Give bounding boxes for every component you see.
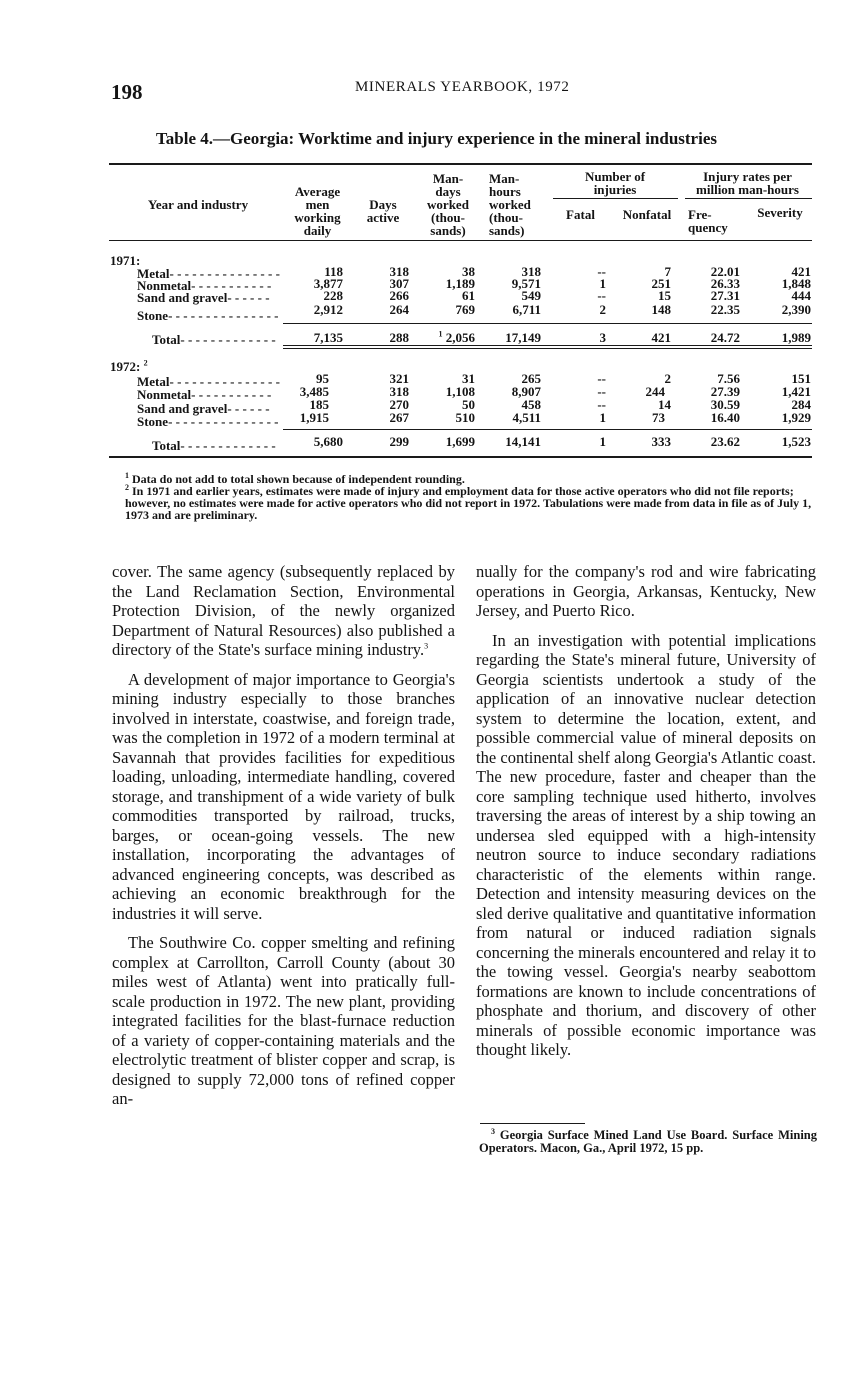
cell-avg-men: 118 bbox=[324, 264, 343, 279]
col-header-frequency: Fre- quency bbox=[688, 207, 728, 235]
cell-nonfatal: 244 bbox=[645, 384, 665, 399]
table-row: Stone- - - - - - - - - - - - - - - bbox=[137, 308, 279, 323]
cell-severity: 444 bbox=[791, 288, 811, 303]
cell-frequency: 27.31 bbox=[710, 288, 740, 303]
cell-nonfatal: 2 bbox=[664, 371, 671, 386]
cell-severity: 284 bbox=[791, 397, 811, 412]
cell-days: 288 bbox=[389, 330, 409, 345]
col-header-man-days: Man- days worked (thou- sands) bbox=[427, 171, 469, 238]
cell-avg-men: 3,877 bbox=[313, 276, 343, 291]
cell-frequency: 22.01 bbox=[710, 264, 740, 279]
cell-nonfatal: 14 bbox=[658, 397, 671, 412]
cell-fatal: -- bbox=[597, 371, 606, 386]
col-header-injury-rates: Injury rates per million man-hours bbox=[696, 169, 799, 197]
cell-man-days: 61 bbox=[462, 288, 475, 303]
cell-frequency: 7.56 bbox=[717, 371, 740, 386]
table-bottom-rule bbox=[109, 456, 812, 458]
cell-man-days: $^1$ 2,056 bbox=[438, 329, 475, 345]
cell-severity: 151 bbox=[791, 371, 811, 386]
cell-fatal: -- bbox=[597, 288, 606, 303]
cell-nonfatal: 251 bbox=[651, 276, 671, 291]
cell-man-days: 510 bbox=[455, 410, 475, 425]
paragraph: The Southwire Co. copper smelting and refining complex at Carrollton, Carroll County (about 30 miles west of Atlanta) went into pratically full-scale production in 1972. The new plant, providing integrated facilities for the blast-furnace reduction of a variety of copper-containing materials and the electrolytic treatment of blister copper and scrap, is designed to supply 72,000 tons of refined copper an- bbox=[112, 933, 455, 1108]
col-header-severity: Severity bbox=[757, 205, 803, 220]
cell-avg-men: 228 bbox=[323, 288, 343, 303]
table-row: Sand and gravel- - - - - - bbox=[137, 290, 270, 305]
cell-severity: 2,390 bbox=[781, 302, 811, 317]
cell-man-days: 31 bbox=[462, 371, 475, 386]
col-header-number-of-injuries: Number of injuries bbox=[584, 169, 646, 197]
cell-days: 307 bbox=[389, 276, 409, 291]
paragraph: In an investigation with potential implications regarding the State's mineral future, University of Georgia scientists undertook a study of the application of an innovative nuclear detection system to determine the location, extent, and possible commercial value of mineral deposits on the continental shelf along Georgia's Atlantic coast. The new procedure, faster and cheaper than the core sampling technique used hitherto, involves traversing the areas of interest by a ship towing an undersea sled equipped with a high-intensity neutron source to induce secondary radiations characteristic of the elements within range. Detection and intensity measuring devices on the sled derive qualitative and quantitative information from natural or induced radiation signals concerning the minerals encountered and relay it to the towing vessel. Georgia's nearby seabottom formations are known to include concentrations of phosphate and thorium, and discovery of other minerals of possible economic importance was thought likely. bbox=[476, 630, 816, 1059]
cell-fatal: 3 bbox=[599, 330, 606, 345]
running-title: MINERALS YEARBOOK, 1972 bbox=[355, 79, 570, 95]
paragraph: A development of major importance to Georgia's mining industry especially to those branches involved in interstate, coastwise, and foreign trade, was the completion in 1972 of a modern terminal at Savannah that provides facilities for expeditious loading, unloading, intermediate handling, covered storage, and transhipment of a wide variety of bulk commodities transported by railroad, trucks, barges, or ocean-going vessels. The new installation, incorporating the advantages of advanced engineering concepts, was described as achieving an economic breakthrough for the industries it will serve. bbox=[112, 669, 455, 923]
body-left-column bbox=[112, 562, 455, 1119]
cell-man-hours: 8,907 bbox=[511, 384, 541, 399]
cell-severity: 1,523 bbox=[781, 434, 811, 449]
cell-avg-men: 2,912 bbox=[313, 302, 343, 317]
cell-man-days: 769 bbox=[455, 302, 475, 317]
table-row: Sand and gravel- - - - - - bbox=[137, 401, 270, 416]
cell-man-days: 50 bbox=[462, 397, 475, 412]
cell-man-hours: 458 bbox=[521, 397, 541, 412]
cell-days: 321 bbox=[389, 371, 409, 386]
cell-nonfatal: 73 bbox=[652, 410, 665, 425]
cell-avg-men: 95 bbox=[316, 371, 329, 386]
table-footnotes bbox=[111, 473, 821, 521]
total-1971-bottom-rule-2 bbox=[283, 348, 812, 349]
cell-man-hours: 549 bbox=[521, 288, 541, 303]
cell-avg-men: 5,680 bbox=[313, 434, 343, 449]
cell-days: 266 bbox=[389, 288, 409, 303]
col-header-year-industry: Year and industry bbox=[147, 197, 249, 212]
cell-man-hours: 9,571 bbox=[511, 276, 541, 291]
col-header-fatal: Fatal bbox=[566, 207, 595, 222]
table-top-rule bbox=[109, 163, 812, 165]
table-row: Metal- - - - - - - - - - - - - - - bbox=[137, 266, 280, 281]
cell-nonfatal: 421 bbox=[651, 330, 671, 345]
col-header-man-hours: Man- hours worked (thou- sands) bbox=[489, 171, 531, 238]
cell-fatal: 1 bbox=[599, 410, 606, 425]
cell-days: 270 bbox=[389, 397, 409, 412]
cell-man-days: 1,699 bbox=[445, 434, 475, 449]
rates-group-rule bbox=[685, 198, 812, 199]
cell-fatal: -- bbox=[597, 264, 606, 279]
cell-frequency: 23.62 bbox=[710, 434, 740, 449]
cell-days: 264 bbox=[389, 302, 409, 317]
footnote-rule bbox=[480, 1123, 585, 1124]
table-title: Table 4.—Georgia: Worktime and injury experience in the mineral industries bbox=[156, 129, 717, 148]
header-bottom-rule bbox=[109, 240, 812, 241]
cell-frequency: 16.40 bbox=[710, 410, 740, 425]
table-row: Stone- - - - - - - - - - - - - - - bbox=[137, 414, 279, 429]
page-number: 198 bbox=[111, 80, 143, 104]
cell-man-days: 1,189 bbox=[445, 276, 475, 291]
cell-severity: 421 bbox=[791, 264, 811, 279]
cell-days: 318 bbox=[389, 264, 409, 279]
table-footnote: $^1$ Data do not add to total shown because of independent rounding. bbox=[125, 471, 465, 486]
cell-man-hours: 265 bbox=[521, 371, 541, 386]
year-label-1972: 1972: $^2$ bbox=[110, 358, 148, 374]
paragraph: nually for the company's rod and wire fabricating operations in Georgia, Arkansas, Kentucky, New Jersey, and Puerto Rico. bbox=[476, 562, 816, 620]
cell-avg-men: 3,485 bbox=[299, 384, 329, 399]
total-1971-bottom-rule bbox=[283, 345, 812, 346]
cell-nonfatal: 7 bbox=[664, 264, 671, 279]
table-row: Nonmetal- - - - - - - - - - - bbox=[137, 278, 272, 293]
cell-avg-men: 185 bbox=[309, 397, 329, 412]
cell-fatal: 1 bbox=[599, 434, 606, 449]
cell-severity: 1,421 bbox=[781, 384, 811, 399]
cell-man-hours: 6,711 bbox=[512, 302, 541, 317]
cell-nonfatal: 15 bbox=[658, 288, 671, 303]
cell-severity: 1,848 bbox=[781, 276, 811, 291]
cell-man-hours: 14,141 bbox=[505, 434, 541, 449]
cell-frequency: 27.39 bbox=[710, 384, 740, 399]
total-row-1971: Total- - - - - - - - - - - - - bbox=[152, 332, 276, 347]
cell-severity: 1,989 bbox=[781, 330, 811, 345]
col-header-days-active: Days active bbox=[366, 197, 400, 225]
footnote-ref: 1 bbox=[438, 329, 443, 339]
cell-frequency: 30.59 bbox=[710, 397, 740, 412]
cell-avg-men: 7,135 bbox=[313, 330, 343, 345]
page-footnote: $^3$ Georgia Surface Mined Land Use Board. Surface Mining Operators. Macon, Ga., April 1972, 15 pp. bbox=[479, 1126, 818, 1155]
year-label-1971: 1971: bbox=[110, 253, 141, 268]
body-right-column bbox=[476, 562, 816, 1070]
cell-fatal: 2 bbox=[599, 302, 606, 317]
total-1972-top-rule bbox=[283, 429, 812, 430]
cell-man-hours: 17,149 bbox=[505, 330, 541, 345]
cell-fatal: -- bbox=[597, 384, 606, 399]
paragraph: cover. The same agency (subsequently replaced by the Land Reclamation Section, Environmental Protection Division, of the newly organized Department of Natural Resources) also published a directory of the State's surface mining industry.$^3$ bbox=[112, 562, 455, 659]
cell-severity: 1,929 bbox=[781, 410, 811, 425]
cell-frequency: 22.35 bbox=[710, 302, 740, 317]
cell-frequency: 26.33 bbox=[710, 276, 740, 291]
cell-man-hours: 4,511 bbox=[512, 410, 541, 425]
cell-fatal: 1 bbox=[599, 276, 606, 291]
table-row: Metal- - - - - - - - - - - - - - - bbox=[137, 374, 280, 389]
total-row-1972: Total- - - - - - - - - - - - - bbox=[152, 438, 276, 453]
cell-days: 299 bbox=[389, 434, 409, 449]
cell-nonfatal: 333 bbox=[651, 434, 671, 449]
cell-days: 318 bbox=[389, 384, 409, 399]
cell-fatal: -- bbox=[597, 397, 606, 412]
cell-days: 267 bbox=[389, 410, 409, 425]
cell-man-days: 38 bbox=[462, 264, 475, 279]
table-footnote: $^2$ In 1971 and earlier years, estimates were made of injury and employment data for those active operators who did not file reports; however, no estimates were made for active operators who did not report in 1972. Tabulations were made from data in file as of July 1, 1973 and are preliminary. bbox=[125, 483, 812, 522]
cell-avg-men: 1,915 bbox=[299, 410, 329, 425]
col-header-nonfatal: Nonfatal bbox=[622, 207, 672, 222]
col-header-avg-men: Average men working daily bbox=[294, 184, 341, 238]
cell-frequency: 24.72 bbox=[710, 330, 740, 345]
table-row: Nonmetal- - - - - - - - - - - bbox=[137, 387, 272, 402]
injuries-group-rule bbox=[553, 198, 678, 199]
cell-nonfatal: 148 bbox=[651, 302, 671, 317]
cell-man-hours: 318 bbox=[521, 264, 541, 279]
cell-man-days: 1,108 bbox=[445, 384, 475, 399]
total-1971-top-rule bbox=[283, 323, 812, 324]
